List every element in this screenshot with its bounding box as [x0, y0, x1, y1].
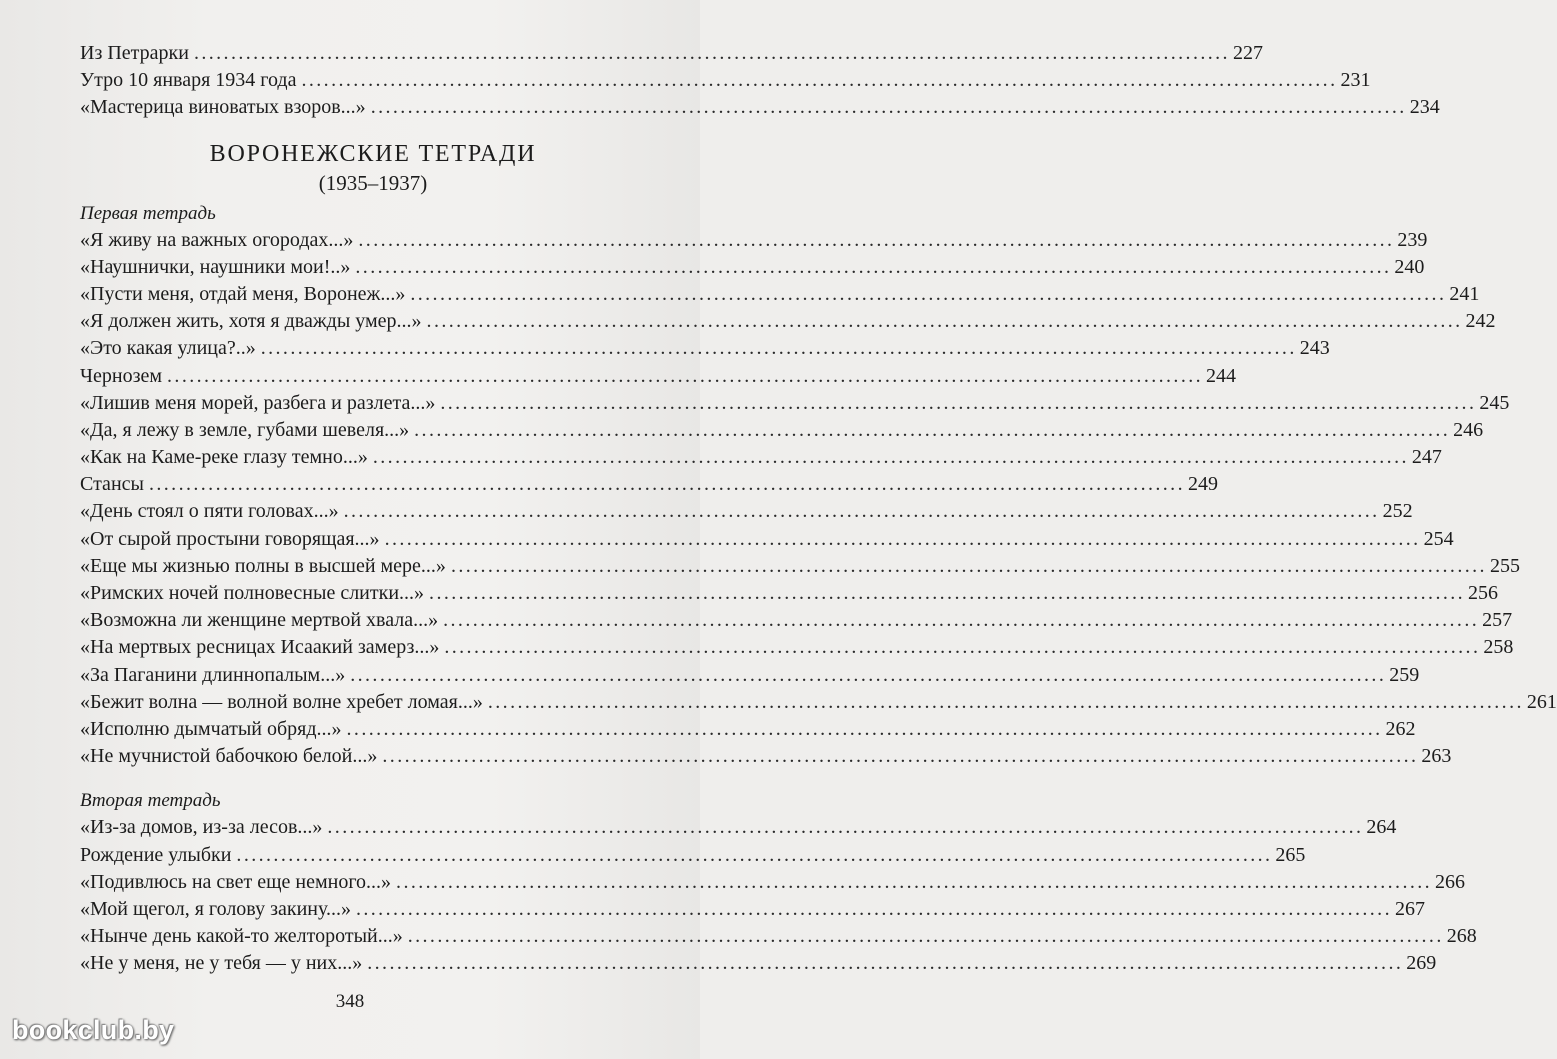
toc-entry [80, 634, 1514, 661]
watermark-logo: bookclub.by [12, 1015, 175, 1045]
entry-title: «Я живу на важных огородах...» [80, 228, 354, 251]
section-years: (1935–1937) [318, 170, 428, 195]
table-of-contents [80, 40, 1557, 977]
dot-leader: ............................................................................................................................................ [426, 310, 1463, 333]
dot-leader: ............................................................................................................................................ [301, 69, 1338, 92]
entry-title: «На мертвых ресницах Исаакий замерз...» [80, 636, 440, 659]
toc-entry [80, 689, 1557, 716]
toc-entry [80, 869, 1466, 896]
dot-leader: ............................................................................................................................................ [429, 582, 1466, 604]
entry-title: «Возможна ли женщине мертвой хвала...» [80, 609, 439, 632]
toc-entry [80, 417, 1484, 444]
entry-title: Утро 10 января 1934 года [80, 69, 297, 92]
entry-title: «За Паганини длиннопалым...» [80, 663, 346, 686]
entry-title: «Пусти меня, отдай меня, Воронеж...» [80, 282, 406, 305]
entry-page: 262 [1385, 717, 1416, 740]
dot-leader: ............................................................................................................................................ [384, 527, 1421, 550]
entry-title: «От сырой простыни говорящая...» [80, 527, 380, 550]
entry-page: 258 [1483, 636, 1514, 659]
dot-leader: ............................................................................................................................................ [372, 446, 1409, 469]
entry-page: 239 [1397, 228, 1428, 251]
dot-leader: ............................................................................................................................................ [367, 952, 1404, 975]
entry-title: «Да, я лежу в земле, губами шевеля...» [80, 418, 410, 441]
dot-leader: ............................................................................................................................................ [396, 870, 1433, 893]
toc-entry [80, 662, 1420, 689]
entry-page: 249 [1187, 473, 1218, 496]
entry-page: 264 [1366, 816, 1397, 839]
entry-title: «Из-за домов, из-за лесов...» [80, 816, 323, 839]
dot-leader: ............................................................................................................................................ [193, 42, 1230, 64]
entry-title: «Лишив меня морей, разбега и разлета...» [80, 391, 436, 414]
entry-page: 245 [1479, 391, 1510, 414]
entry-title: Из Петрарки [80, 42, 189, 64]
entry-title: «Нынче день какой-то желторотый...» [80, 925, 403, 948]
dot-leader: ............................................................................................................................................ [407, 925, 1444, 948]
toc-entry [80, 254, 1425, 281]
toc-entry [80, 950, 1437, 977]
toc-entry [80, 363, 1237, 390]
toc-entry [80, 526, 1454, 553]
toc-entry [80, 923, 1477, 950]
entry-title: «Римских ночей полновесные слитки...» [80, 582, 425, 604]
toc-entry [80, 471, 1218, 498]
entry-title: «Я должен жить, хотя я дважды умер...» [80, 310, 422, 333]
dot-leader: ............................................................................................................................................ [487, 690, 1524, 713]
toc-entry [80, 390, 1510, 417]
dot-leader: ............................................................................................................................................ [148, 473, 1185, 496]
entry-title: Рождение улыбки [80, 843, 232, 866]
dot-leader: ............................................................................................................................................ [355, 897, 1392, 920]
entry-title: «Не у меня, не у тебя — у них...» [80, 952, 363, 975]
toc-entry [80, 743, 1452, 770]
entry-page: 256 [1468, 582, 1499, 604]
entry-page: 265 [1275, 843, 1306, 866]
dot-leader: ............................................................................................................................................ [444, 636, 1481, 659]
entry-page: 252 [1382, 500, 1413, 523]
part-first-entries [80, 227, 1557, 771]
toc-entry [80, 814, 1397, 841]
entry-title: «Наушнички, наушники мои!..» [80, 255, 351, 278]
dot-leader: ............................................................................................................................................ [440, 391, 1477, 414]
toc-entry [80, 607, 1513, 634]
entry-page: 266 [1435, 870, 1466, 893]
page-number: 348 [335, 991, 365, 1012]
entry-title: Чернозем [80, 364, 163, 387]
entry-page: 231 [1340, 69, 1371, 92]
dot-leader: ............................................................................................................................................ [236, 843, 1273, 866]
toc-entry [80, 553, 1520, 580]
entry-title: «День стоял о пяти головах...» [80, 500, 339, 523]
entry-title: Стансы [80, 473, 144, 496]
entry-page: 247 [1411, 446, 1442, 469]
entry-page: 267 [1394, 897, 1425, 920]
toc-entry [80, 94, 1440, 121]
entry-page: 242 [1465, 310, 1496, 333]
toc-entry [80, 281, 1480, 308]
toc-entry [80, 227, 1428, 254]
part-heading-first: Первая тетрадь [80, 202, 216, 224]
entry-page: 254 [1423, 527, 1454, 550]
entry-page: 227 [1232, 42, 1263, 64]
dot-leader: ............................................................................................................................................ [450, 554, 1487, 577]
entry-page: 259 [1389, 663, 1420, 686]
entry-page: 269 [1406, 952, 1437, 975]
entry-title: «Исполню дымчатый обряд...» [80, 717, 342, 740]
dot-leader: ............................................................................................................................................ [167, 364, 1204, 387]
toc-entry [80, 580, 1499, 607]
entry-page: 261 [1526, 690, 1557, 713]
entry-page: 243 [1299, 337, 1330, 360]
toc-entry [80, 842, 1306, 869]
entry-page: 255 [1489, 554, 1520, 577]
part-heading-second: Вторая тетрадь [80, 790, 221, 812]
entry-title: «Мастерица виноватых взоров...» [80, 96, 366, 119]
entry-title: «Еще мы жизнью полны в высшей мере...» [80, 554, 446, 577]
dot-leader: ............................................................................................................................................ [410, 282, 1447, 305]
entry-page: 246 [1453, 418, 1484, 441]
dot-leader: ............................................................................................................................................ [350, 663, 1387, 686]
dot-leader: ............................................................................................................................................ [260, 337, 1297, 360]
toc-entry [80, 498, 1413, 525]
toc-entry [80, 335, 1330, 362]
dot-leader: ............................................................................................................................................ [327, 816, 1364, 839]
dot-leader: ............................................................................................................................................ [358, 228, 1395, 251]
toc-entry [80, 444, 1442, 471]
entry-page: 244 [1206, 364, 1237, 387]
toc-entry [80, 40, 1263, 67]
dot-leader: ............................................................................................................................................ [443, 609, 1480, 632]
entry-page: 268 [1446, 925, 1477, 948]
part-second-entries [80, 814, 1477, 977]
entry-title: «Подивлюсь на свет еще немного...» [80, 870, 392, 893]
dot-leader: ............................................................................................................................................ [355, 255, 1392, 278]
dot-leader: ............................................................................................................................................ [370, 96, 1407, 119]
section-title: ВОРОНЕЖСКИЕ ТЕТРАДИ [209, 140, 537, 167]
dot-leader: ............................................................................................................................................ [346, 717, 1383, 740]
entry-title: «Это какая улица?..» [80, 337, 256, 360]
entry-title: «Не мучнистой бабочкою белой...» [80, 745, 378, 768]
entry-page: 257 [1482, 609, 1513, 632]
entry-title: «Как на Каме-реке глазу темно...» [80, 446, 368, 469]
dot-leader: ............................................................................................................................................ [414, 418, 1451, 441]
entry-page: 263 [1421, 745, 1452, 768]
toc-entry [80, 67, 1371, 94]
dot-leader: ............................................................................................................................................ [382, 745, 1419, 768]
dot-leader: ............................................................................................................................................ [343, 500, 1380, 523]
toc-entry [80, 896, 1425, 923]
entry-page: 241 [1449, 282, 1480, 305]
toc-entry [80, 716, 1416, 743]
entry-page: 240 [1394, 255, 1425, 278]
entry-page: 234 [1409, 96, 1440, 119]
entry-title: «Бежит волна — волной волне хребет ломая...» [80, 690, 483, 713]
toc-entry [80, 308, 1496, 335]
entry-title: «Мой щегол, я голову закину...» [80, 897, 351, 920]
